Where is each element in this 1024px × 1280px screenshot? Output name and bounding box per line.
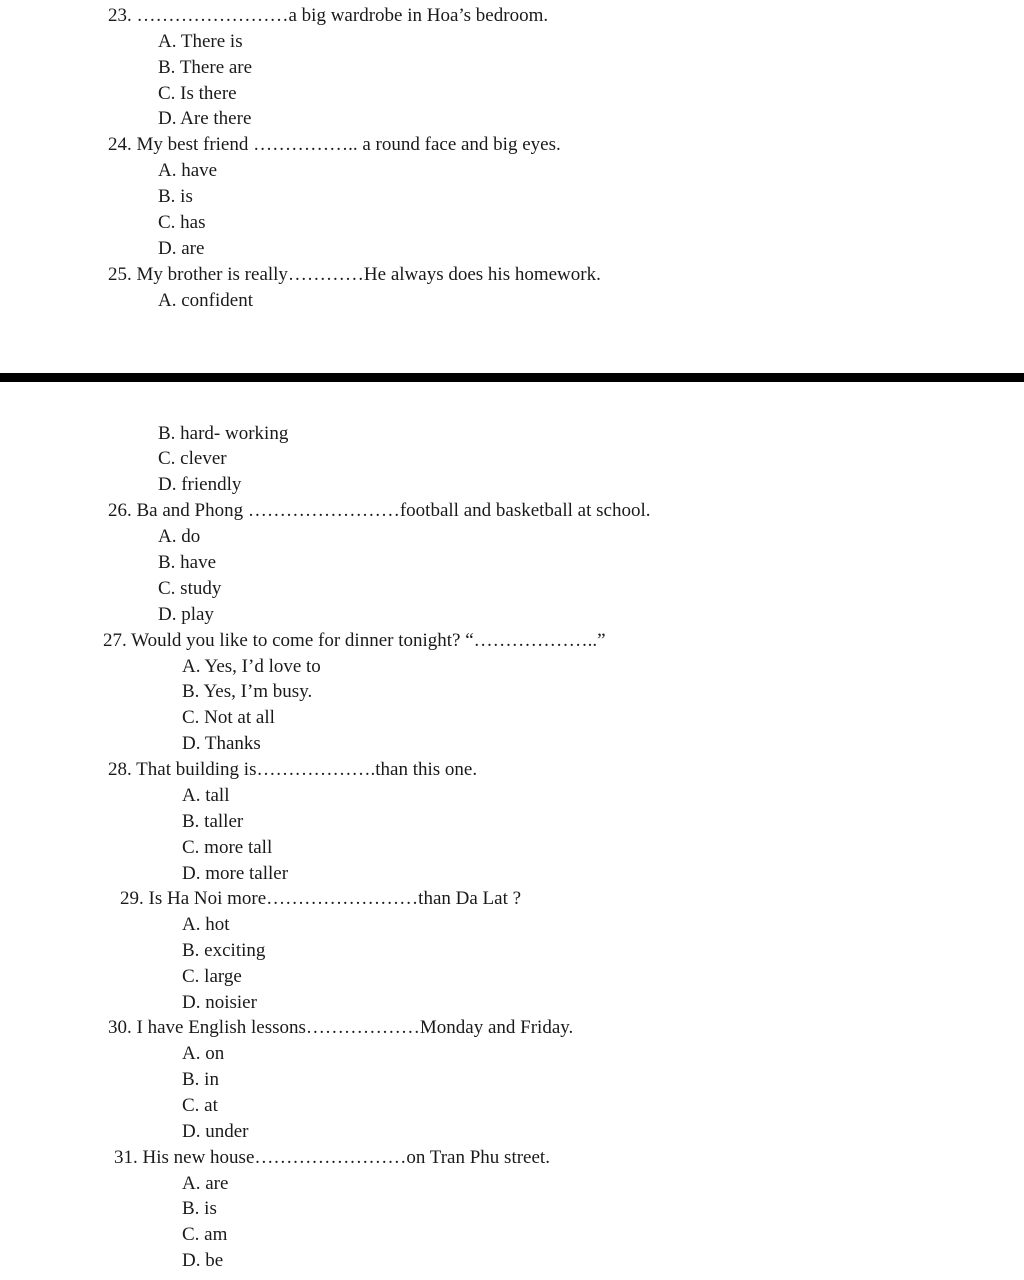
question-25-stem: 25. My brother is really…………He always does his homework.: [108, 264, 601, 285]
question-26-option-d: D. play: [158, 604, 214, 625]
question-29-option-c: C. large: [182, 966, 242, 987]
question-29-option-a: A. hot: [182, 914, 230, 935]
question-30-option-d: D. under: [182, 1121, 249, 1142]
screenshot-divider: [0, 373, 1024, 382]
question-26-stem: 26. Ba and Phong ……………………football and basketball at school.: [108, 500, 651, 521]
question-24-option-d: D. are: [158, 238, 205, 259]
question-30-stem: 30. I have English lessons………………Monday and Friday.: [108, 1017, 574, 1038]
question-28-stem: 28. That building is……………….than this one.: [108, 759, 478, 780]
question-28-option-c: C. more tall: [182, 837, 273, 858]
question-30-option-b: B. in: [182, 1069, 219, 1090]
question-31-option-d: D. be: [182, 1250, 224, 1271]
question-24-option-b: B. is: [158, 186, 193, 207]
question-27-option-a: A. Yes, I’d love to: [182, 656, 321, 677]
question-30-option-a: A. on: [182, 1043, 225, 1064]
question-23-option-d: D. Are there: [158, 108, 252, 129]
question-28-option-b: B. taller: [182, 811, 244, 832]
question-26-option-a: A. do: [158, 526, 201, 547]
question-23-stem: 23. ……………………a big wardrobe in Hoa’s bedroom.: [108, 5, 549, 26]
question-23-option-b: B. There are: [158, 57, 253, 78]
question-25-option-d: D. friendly: [158, 474, 242, 495]
question-27-option-c: C. Not at all: [182, 707, 275, 728]
question-27-option-d: D. Thanks: [182, 733, 261, 754]
question-25-option-a: A. confident: [158, 290, 253, 311]
question-24-stem: 24. My best friend …………….. a round face and big eyes.: [108, 134, 561, 155]
question-26-option-c: C. study: [158, 578, 222, 599]
question-23-option-a: A. There is: [158, 31, 243, 52]
question-26-option-b: B. have: [158, 552, 217, 573]
question-29-option-b: B. exciting: [182, 940, 266, 961]
question-29-stem: 29. Is Ha Noi more……………………than Da Lat ?: [120, 888, 522, 909]
question-28-option-a: A. tall: [182, 785, 230, 806]
question-23-option-c: C. Is there: [158, 83, 237, 104]
question-31-stem: 31. His new house……………………on Tran Phu street.: [114, 1147, 550, 1168]
question-29-option-d: D. noisier: [182, 992, 257, 1013]
question-31-option-c: C. am: [182, 1224, 228, 1245]
question-30-option-c: C. at: [182, 1095, 218, 1116]
question-24-option-a: A. have: [158, 160, 218, 181]
question-25-option-c: C. clever: [158, 448, 227, 469]
question-25-option-b: B. hard- working: [158, 423, 289, 444]
question-27-stem: 27. Would you like to come for dinner tonight? “………………..”: [103, 630, 606, 651]
question-31-option-a: A. are: [182, 1173, 229, 1194]
question-24-option-c: C. has: [158, 212, 206, 233]
question-28-option-d: D. more taller: [182, 863, 289, 884]
question-27-option-b: B. Yes, I’m busy.: [182, 681, 313, 702]
question-31-option-b: B. is: [182, 1198, 217, 1219]
